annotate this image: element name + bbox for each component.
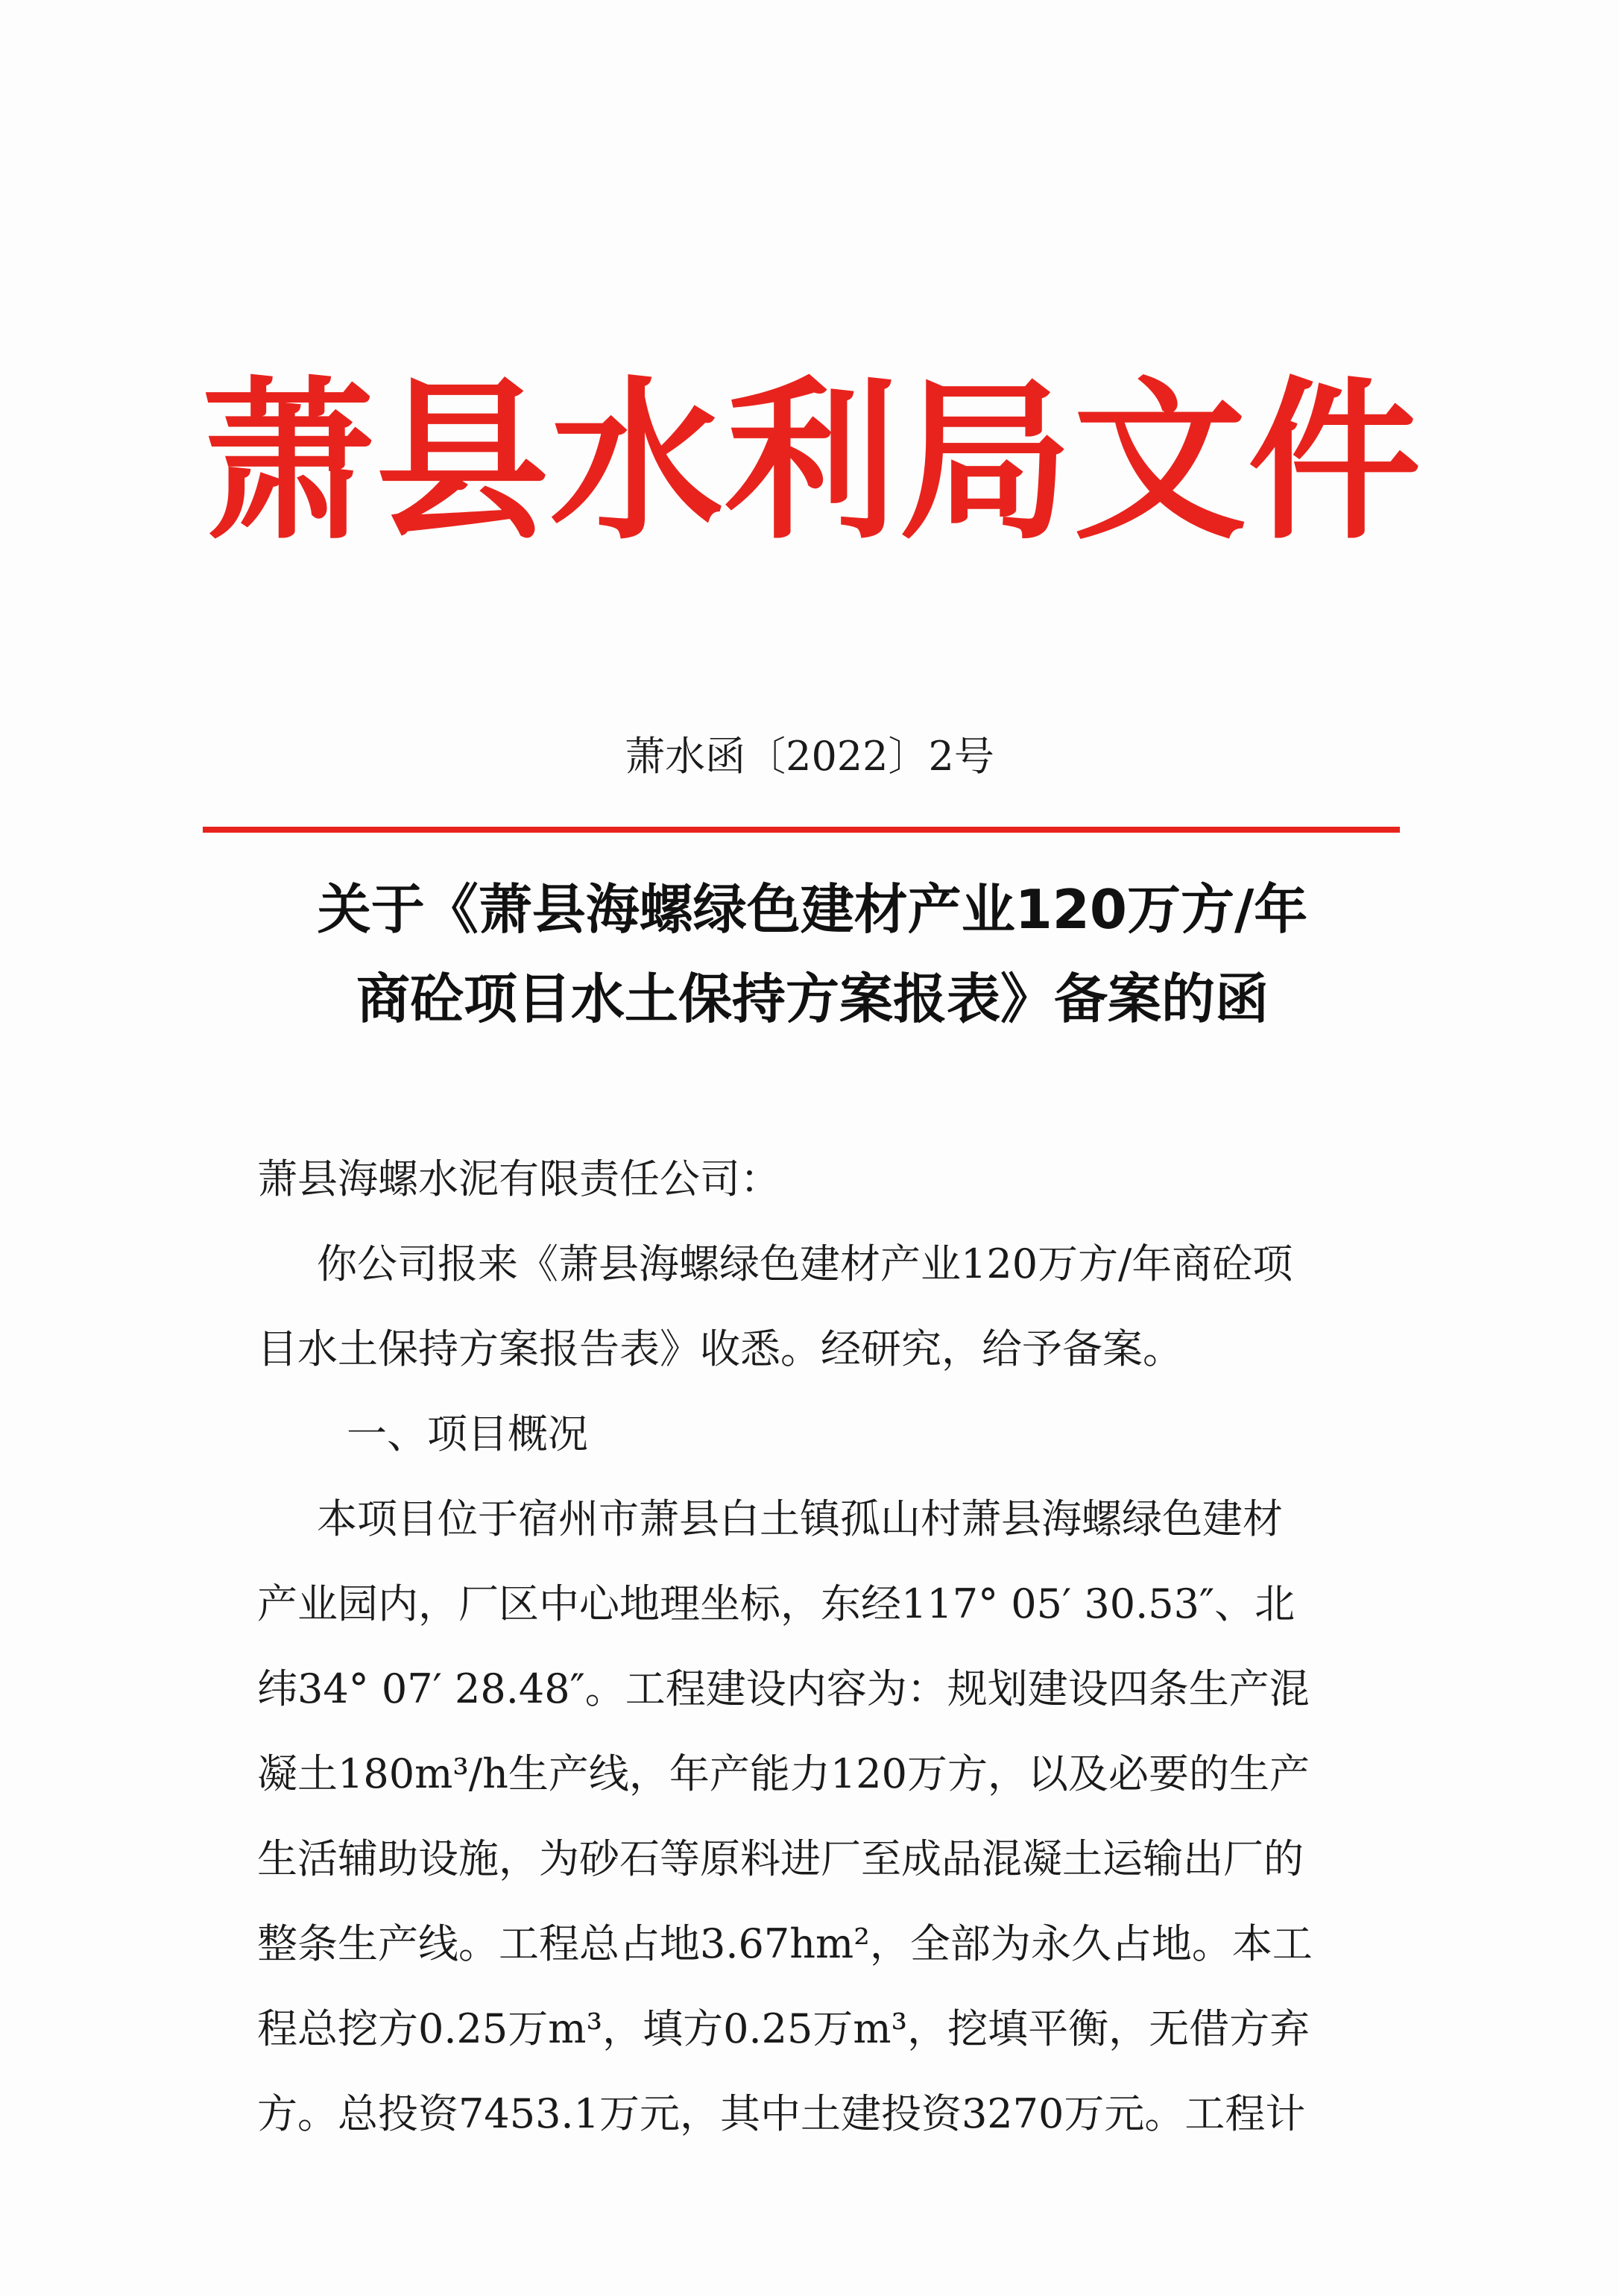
red-divider-line bbox=[203, 827, 1400, 833]
document-title-line-2: 商砼项目水土保持方案报表》备案的函 bbox=[356, 968, 1269, 1030]
intro-line: 你公司报来《萧县海螺绿色建材产业120万方/年商砼项 bbox=[317, 1240, 1293, 1287]
paragraph-line: 方。总投资7453.1万元，其中土建投资3270万元。工程计 bbox=[257, 2090, 1306, 2137]
document-title-line-1: 关于《萧县海螺绿色建材产业120万方/年 bbox=[317, 878, 1308, 941]
paragraph-line: 程总挖方0.25万m³，填方0.25万m³，挖填平衡，无借方弃 bbox=[257, 2005, 1310, 2052]
paragraph-line: 整条生产线。工程总占地3.67hm²，全部为永久占地。本工 bbox=[257, 1920, 1313, 1967]
paragraph-line: 本项目位于宿州市萧县白土镇孤山村萧县海螺绿色建材 bbox=[317, 1495, 1283, 1542]
masthead-title: 萧县水利局文件 bbox=[201, 362, 1423, 563]
paragraph-line: 产业园内，厂区中心地理坐标，东经117° 05′ 30.53″、北 bbox=[257, 1580, 1295, 1627]
paragraph-line: 生活辅助设施，为砂石等原料进厂至成品混凝土运输出厂的 bbox=[257, 1835, 1304, 1882]
document-number: 萧水函〔2022〕2号 bbox=[625, 733, 994, 780]
paragraph-line: 纬34° 07′ 28.48″。工程建设内容为：规划建设四条生产混 bbox=[257, 1665, 1310, 1712]
addressee: 萧县海螺水泥有限责任公司： bbox=[257, 1155, 780, 1202]
document-title bbox=[224, 865, 1401, 1044]
document-body bbox=[257, 1137, 1375, 2157]
paragraph-line: 凝土180m³/h生产线，年产能力120万方，以及必要的生产 bbox=[257, 1750, 1310, 1797]
section-heading: 一、项目概况 bbox=[347, 1410, 588, 1457]
intro-line: 目水土保持方案报告表》收悉。经研究，给予备案。 bbox=[257, 1325, 1183, 1372]
